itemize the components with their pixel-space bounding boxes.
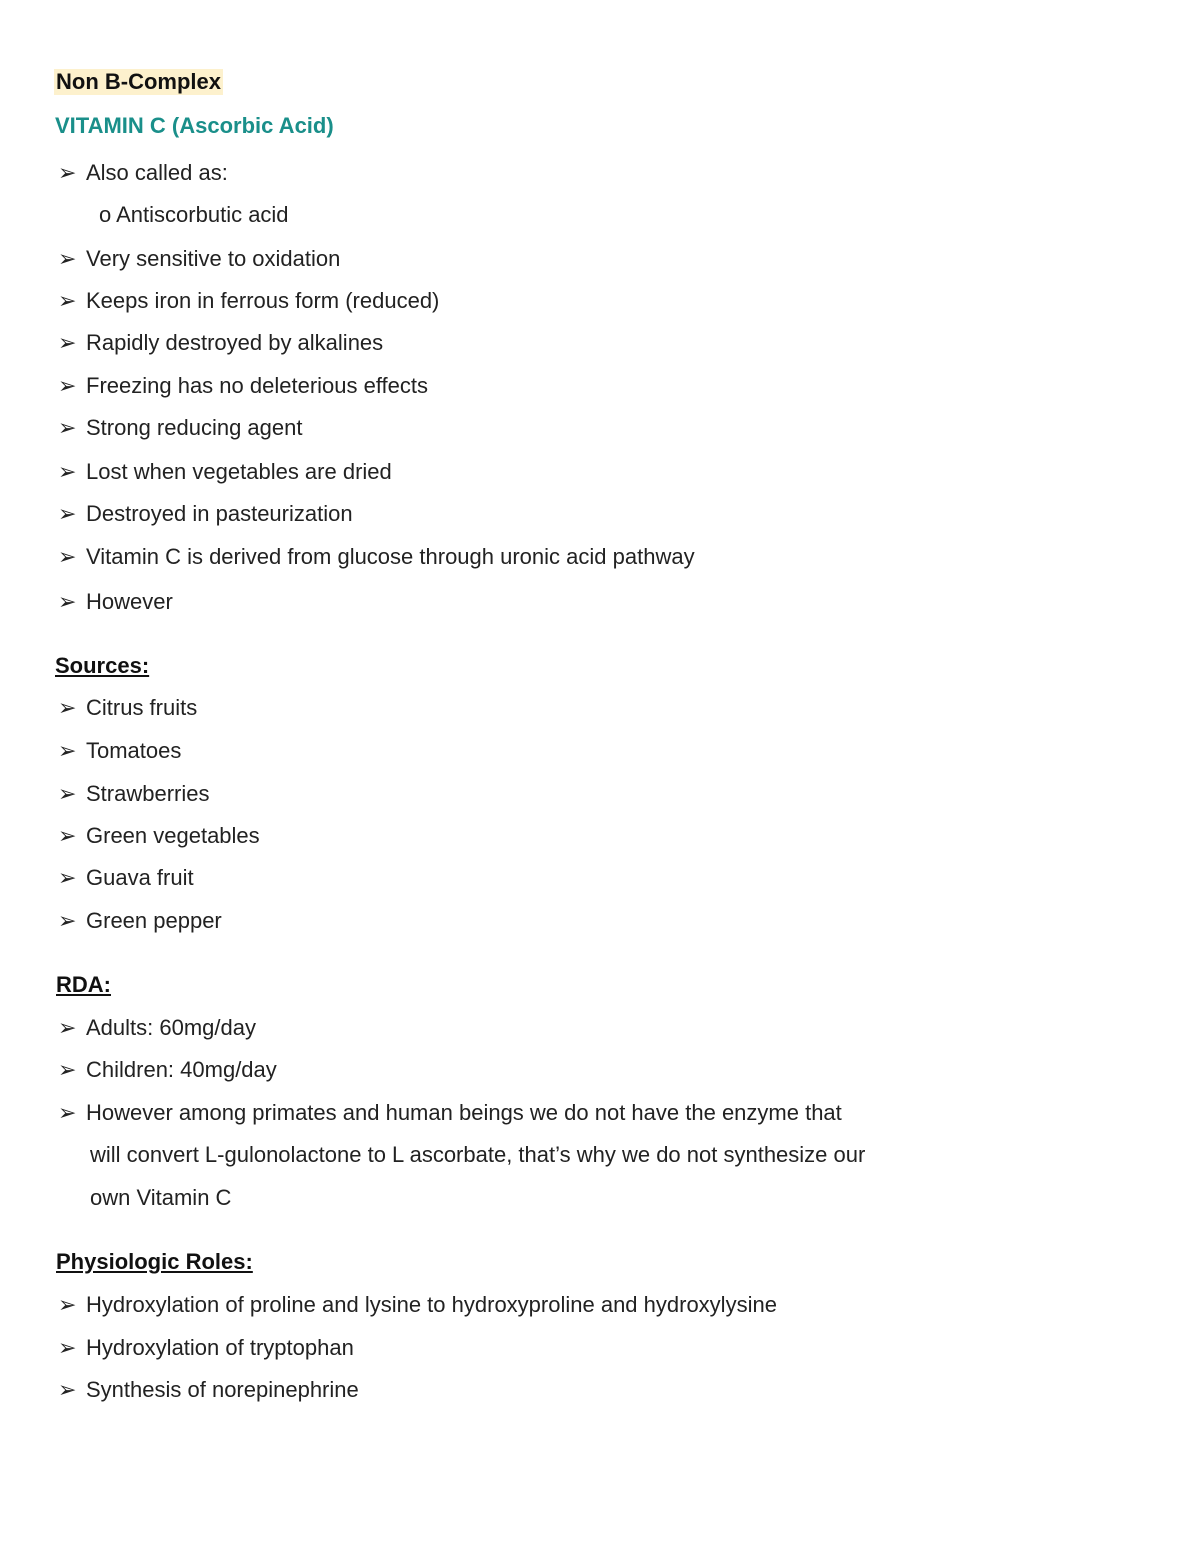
list-item [58,459,392,485]
list-item-text: Strawberries [86,781,210,806]
arrow-bullet-icon: ➢ [58,1335,77,1360]
list-item [58,160,228,186]
list-item-text: Vitamin C is derived from glucose through uronic acid pathway [86,544,695,569]
arrow-bullet-icon: ➢ [58,781,77,806]
list-item-text: Citrus fruits [86,695,198,720]
list-item-text: Rapidly destroyed by alkalines [86,330,384,355]
arrow-bullet-icon: ➢ [58,695,77,720]
list-item [58,738,181,764]
list-item-continuation: own Vitamin C [90,1185,232,1210]
list-item [58,415,303,441]
arrow-bullet-icon: ➢ [58,501,77,526]
list-item [58,1377,359,1403]
list-item-text: Green vegetables [86,823,260,848]
arrow-bullet-icon: ➢ [58,589,77,614]
list-item-text: Very sensitive to oxidation [86,246,341,271]
list-item [58,1335,354,1361]
sources-heading: Sources: [55,653,150,678]
arrow-bullet-icon: ➢ [58,865,77,890]
list-item-text: Lost when vegetables are dried [86,459,392,484]
list-item [58,823,260,849]
list-item [58,1057,277,1083]
physiologic-roles-heading: Physiologic Roles: [56,1249,253,1274]
arrow-bullet-icon: ➢ [58,1100,77,1125]
arrow-bullet-icon: ➢ [58,373,77,398]
list-item [58,865,194,891]
list-item-text: Hydroxylation of tryptophan [86,1335,354,1360]
list-item [58,1015,256,1041]
list-item [58,501,353,527]
list-item-continuation: will convert L-gulonolactone to L ascorbate, that’s why we do not synthesize our [90,1142,866,1167]
list-item [58,781,209,807]
list-item-text: Children: 40mg/day [86,1057,277,1082]
list-item-text: However among primates and human beings we do not have the enzyme that [86,1100,842,1125]
arrow-bullet-icon: ➢ [58,288,77,313]
arrow-bullet-icon: ➢ [58,1377,77,1402]
list-item [58,1100,842,1126]
sub-list-item: o Antiscorbutic acid [99,202,289,227]
list-item-text: However [86,589,173,614]
list-item [58,1292,777,1318]
list-item-text: Synthesis of norepinephrine [86,1377,359,1402]
arrow-bullet-icon: ➢ [58,1057,77,1082]
list-item [58,246,340,272]
list-item-text: Guava fruit [86,865,194,890]
list-item [58,544,695,570]
list-item-text: Tomatoes [86,738,182,763]
list-item [58,288,439,314]
arrow-bullet-icon: ➢ [58,415,77,440]
arrow-bullet-icon: ➢ [58,1015,77,1040]
arrow-bullet-icon: ➢ [58,544,77,569]
arrow-bullet-icon: ➢ [58,1292,77,1317]
list-item [58,589,173,615]
list-item-text: Also called as: [86,160,228,185]
arrow-bullet-icon: ➢ [58,330,77,355]
list-item-text: Hydroxylation of proline and lysine to hydroxyproline and hydroxylysine [86,1292,777,1317]
list-item [58,373,428,399]
list-item-text: Freezing has no deleterious effects [86,373,429,398]
vitamin-heading: VITAMIN C (Ascorbic Acid) [55,113,334,138]
list-item-text: Keeps iron in ferrous form (reduced) [86,288,440,313]
list-item [58,908,222,934]
list-item-text: Destroyed in pasteurization [86,501,353,526]
list-item-text: Strong reducing agent [86,415,303,440]
rda-heading: RDA: [56,972,111,997]
arrow-bullet-icon: ➢ [58,908,77,933]
arrow-bullet-icon: ➢ [58,160,77,185]
arrow-bullet-icon: ➢ [58,459,77,484]
arrow-bullet-icon: ➢ [58,246,77,271]
list-item [58,695,197,721]
document-title: Non B-Complex [56,69,221,94]
list-item-text: Green pepper [86,908,222,933]
arrow-bullet-icon: ➢ [58,738,77,763]
arrow-bullet-icon: ➢ [58,823,77,848]
list-item-text: Adults: 60mg/day [86,1015,256,1040]
list-item [58,330,383,356]
